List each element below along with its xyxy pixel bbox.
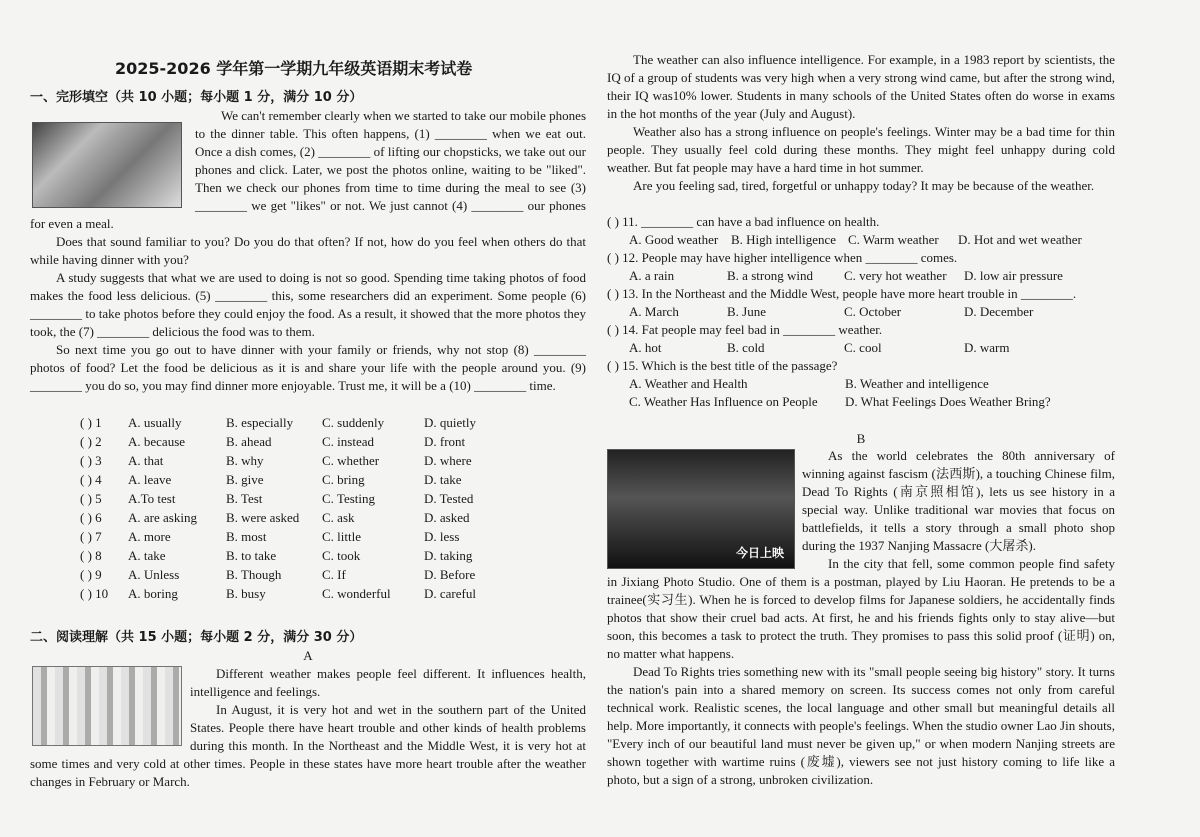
part-a-paragraph-4: Weather also has a strong influence on people's feelings. Winter may be a bad time for thin people. They usually feel cold during these months. They might feel unhappy during cold weather. But fat people may have a hard time in hot summer. [607,124,1115,175]
answer-option: B. cold [727,340,765,355]
answer-option: C. whether [322,453,380,468]
question-number[interactable]: ( ) 9 [80,567,102,582]
cloze-option-row [80,547,580,565]
answer-option: D. December [964,304,1034,319]
part-a-paragraph-2: In August, it is very hot and wet in the southern part of the United States. People there have heart trouble and other kinds of health problems during this month. In the Northeast and the Middle West, it is very hot at some times and very cold at other times. People in these states have more heart trouble after the weather changes in February or March. [30,702,586,789]
exam-title: 2025-2026 学年第一学期九年级英语期末考试卷 [115,59,473,78]
answer-option: A. Good weather [629,232,719,247]
answer-option: D. front [424,434,466,449]
answer-option: D. asked [424,510,470,525]
answer-option: C. very hot weather [844,268,947,283]
answer-option: A. Weather and Health [629,376,748,391]
answer-option: A. take [128,548,166,563]
answer-option: B. give [226,472,264,487]
question-stem[interactable]: ( ) 14. Fat people may feel bad in ________ weather. [607,322,883,337]
answer-option: C. Weather Has Influence on People [629,394,818,409]
answer-option: C. suddenly [322,415,385,430]
cloze-option-row [80,414,580,432]
cloze-option-row [80,566,580,584]
answer-option: B. ahead [226,434,272,449]
answer-option: B. especially [226,415,294,430]
answer-option: B. Weather and intelligence [845,376,989,391]
answer-option: B. were asked [226,510,300,525]
answer-option: B. why [226,453,264,468]
answer-option: C. bring [322,472,365,487]
cloze-option-row [80,433,580,451]
answer-option: D. What Feelings Does Weather Bring? [845,394,1051,409]
question-stem[interactable]: ( ) 12. People may have higher intelligence when ________ comes. [607,250,958,265]
question-number[interactable]: ( ) 2 [80,434,102,449]
answer-option: A. a rain [629,268,675,283]
answer-option: A. March [629,304,679,319]
section2-header: 二、阅读理解（共 15 小题；每小题 2 分，满分 30 分） [30,630,363,645]
answer-option: D. take [424,472,462,487]
cloze-option-row [80,585,580,603]
question-stem[interactable]: ( ) 13. In the Northeast and the Middle West, people have more heart trouble in ________. [607,286,1077,301]
answer-option: A. that [128,453,164,468]
question-number[interactable]: ( ) 10 [80,586,109,601]
poster-release-text: 今日上映 [735,546,784,560]
question-number[interactable]: ( ) 6 [80,510,102,525]
section1-header: 一、完形填空（共 10 小题；每小题 1 分，满分 10 分） [30,90,363,105]
s1-paragraph-2: Does that sound familiar to you? Do you do that often? If not, how do you feel when others do that while having dinner with you? [30,234,586,267]
part-b-label: B [856,431,866,446]
question-number[interactable]: ( ) 7 [80,529,102,544]
question-number[interactable]: ( ) 5 [80,491,102,506]
answer-option: C. instead [322,434,374,449]
answer-option: D. warm [964,340,1010,355]
cloze-option-row [80,452,580,470]
answer-option: B. June [727,304,766,319]
answer-option: D. where [424,453,472,468]
s1-paragraph-4: So next time you go out to have dinner with your family or friends, why not stop (8) ________ photos of food? Let the food be delicious as it is and share your life with the people around you. (9) ________ you do so, you may find dinner more enjoyable. Trust me, it will be a (10) ________ time. [30,342,586,393]
answer-option: C. cool [844,340,882,355]
answer-option: B. a strong wind [727,268,813,283]
answer-option: D. less [424,529,460,544]
answer-option: D. Before [424,567,476,582]
answer-option: C. took [322,548,361,563]
s1-paragraph-3: A study suggests that what we are used to doing is not so good. Spending time taking photos of food makes the food less delicious. (5) ________ this, some researchers did an experiment. Some people (6) ________ to take photos before they could enjoy the food. As a result, it showed that the more photos they took, the (7) ________ delicious the food was to them. [30,270,586,339]
answer-option: C. If [322,567,346,582]
question-number[interactable]: ( ) 4 [80,472,102,487]
answer-option: C. ask [322,510,355,525]
cloze-option-row [80,509,580,527]
answer-option: B. to take [226,548,277,563]
answer-option: A. more [128,529,171,544]
answer-option: D. quietly [424,415,476,430]
s1-paragraph-1: We can't remember clearly when we started to take our mobile phones to the dinner table. This often happens, (1) ________ when we eat out. Once a dish comes, (2) ________ of lifting our chopsticks, we take out our phones and click. Later, we post the photos online, waiting to be "liked". Then we check our phones from time to time during the meal to see (3) ________ we get "likes" or not. We just cannot (4) ________ our phones for even a meal. [30,108,586,231]
answer-option: D. Tested [424,491,474,506]
question-number[interactable]: ( ) 3 [80,453,102,468]
answer-option: B. most [226,529,267,544]
answer-option: A. boring [128,586,178,601]
part-a-paragraph-3: The weather can also influence intelligence. For example, in a 1983 report by scientists, the IQ of a group of students was very high when a very strong wind came, but after the strong wind, their IQ was10% lower. Students in many schools of the United States often do worse in exams in the hot months of the year (July and August). [607,52,1115,121]
answer-option: D. careful [424,586,476,601]
question-stem[interactable]: ( ) 15. Which is the best title of the passage? [607,358,838,373]
part-a-paragraph-5: Are you feeling sad, tired, forgetful or unhappy today? It may be because of the weather. [633,178,1095,193]
answer-option: A. because [128,434,186,449]
answer-option: D. Hot and wet weather [958,232,1082,247]
answer-option: A.To test [128,491,176,506]
answer-option: C. October [844,304,902,319]
answer-option: D. low air pressure [964,268,1063,283]
answer-option: A. usually [128,415,182,430]
answer-option: A. leave [128,472,172,487]
question-number[interactable]: ( ) 1 [80,415,102,430]
cloze-option-row [80,490,580,508]
cloze-option-row [80,528,580,546]
part-a-label: A [303,648,313,663]
answer-option: C. Warm weather [848,232,939,247]
question-stem[interactable]: ( ) 11. ________ can have a bad influence on health. [607,214,880,229]
answer-option: C. little [322,529,361,544]
answer-option: C. wonderful [322,586,391,601]
answer-option: C. Testing [322,491,376,506]
answer-option: B. High intelligence [731,232,837,247]
part-b-paragraph-2: In the city that fell, some common people find safety in Jixiang Photo Studio. One of them is a postman, played by Liu Haoran. He pretends to be a trainee(实习生). When he is forced to develop films for Japanese soldiers, he accidentally finds photos that show their cruel bad acts. At first, he and his friends fights only to stay alive—but soon, this becomes a task to protect the truth. They promises to pass this solid proof (证明) on, no matter what happens. [607,556,1115,661]
answer-option: B. Though [226,567,282,582]
part-b-paragraph-1: As the world celebrates the 80th anniversary of winning against fascism (法西斯), a touching Chinese film, Dead To Rights (南京照相馆), lets us see history in a special way. Unlike traditional war movies that focus on battlefields, it tells a story through a small photo shop during the 1937 Nanjing Massacre (大屠杀). [802,448,1115,553]
part-b-paragraph-3: Dead To Rights tries something new with its "small people seeing big history" story. It turns the nation's pain into a shared memory on screen. Its success comes not only from careful technical work. Realistic scenes, the local language and other small but meaningful details all help. More importantly, it connects with people's feelings. When the studio owner Lao Jin shouts, "Every inch of our beautiful land must never be given up," or when modern Nanjing streets are shown together with wartime ruins (废墟), viewers see not just history coming to life like a photo, but a sign of a strong, unbroken civilization. [607,664,1115,787]
answer-option: A. hot [629,340,662,355]
part-a-paragraph-1: Different weather makes people feel different. It influences health, intelligence and feelings. [190,666,586,699]
answer-option: A. are asking [128,510,197,525]
question-number[interactable]: ( ) 8 [80,548,102,563]
cloze-option-row [80,471,580,489]
answer-option: B. busy [226,586,266,601]
answer-option: D. taking [424,548,473,563]
answer-option: B. Test [226,491,263,506]
answer-option: A. Unless [128,567,180,582]
